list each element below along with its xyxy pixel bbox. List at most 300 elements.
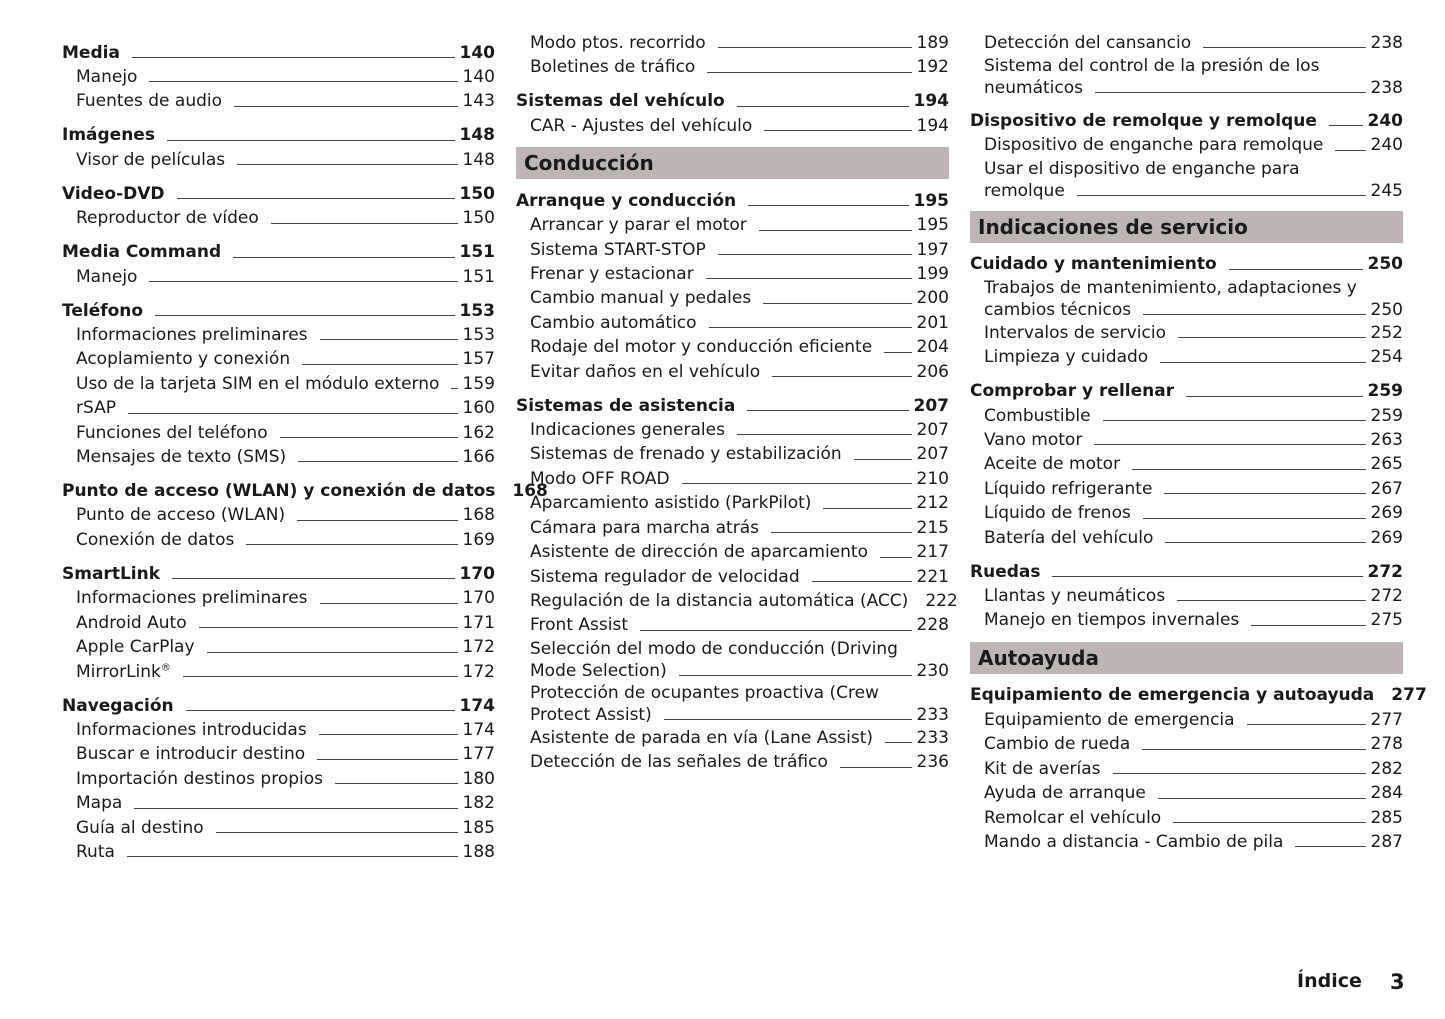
leader-line bbox=[237, 164, 457, 165]
toc-entry[interactable] bbox=[62, 148, 495, 172]
toc-row[interactable] bbox=[62, 562, 495, 586]
toc-row[interactable] bbox=[516, 491, 949, 515]
toc-entry-title bbox=[62, 445, 286, 469]
leader-line bbox=[246, 544, 457, 545]
toc-row[interactable] bbox=[970, 608, 1403, 632]
toc-entry[interactable] bbox=[516, 589, 958, 613]
toc-heading-entry[interactable] bbox=[62, 694, 495, 718]
toc-entry-title-text: Sistema START-STOP bbox=[530, 239, 706, 260]
toc-row[interactable] bbox=[970, 830, 1403, 854]
toc-page-number: 194 bbox=[916, 115, 949, 136]
toc-page-number: 143 bbox=[462, 91, 495, 112]
toc-page-number: 148 bbox=[462, 149, 495, 170]
toc-entry-title bbox=[62, 41, 120, 65]
toc-row[interactable] bbox=[970, 299, 1403, 321]
leader-line bbox=[737, 434, 912, 435]
toc-row[interactable] bbox=[62, 265, 495, 289]
toc-entry[interactable] bbox=[970, 428, 1403, 452]
toc-heading-entry[interactable] bbox=[970, 109, 1403, 133]
toc-entry[interactable] bbox=[62, 528, 495, 552]
toc-row[interactable] bbox=[516, 726, 949, 750]
toc-row[interactable] bbox=[62, 445, 495, 469]
toc-entry[interactable] bbox=[62, 89, 495, 113]
toc-row[interactable] bbox=[62, 240, 495, 264]
toc-entry-title-line2: cambios técnicos bbox=[984, 299, 1132, 320]
toc-row[interactable] bbox=[516, 114, 949, 138]
toc-row[interactable] bbox=[970, 404, 1403, 428]
toc-page-number: 153 bbox=[459, 300, 495, 321]
toc-entry-title bbox=[62, 767, 323, 791]
toc-page-number: 236 bbox=[916, 752, 949, 773]
leader-line bbox=[1132, 469, 1365, 470]
toc-entry-title bbox=[62, 148, 225, 172]
toc-row[interactable] bbox=[62, 299, 495, 323]
toc-entry-title-text: Imágenes bbox=[62, 125, 155, 146]
toc-entry[interactable] bbox=[970, 806, 1403, 830]
toc-entry[interactable] bbox=[970, 526, 1403, 550]
toc-heading-entry[interactable] bbox=[516, 89, 949, 113]
toc-row[interactable] bbox=[516, 31, 949, 55]
leader-line bbox=[1158, 798, 1366, 799]
leader-line bbox=[127, 856, 458, 857]
toc-entry[interactable] bbox=[970, 501, 1403, 525]
leader-line bbox=[149, 281, 457, 282]
toc-row[interactable] bbox=[62, 503, 495, 527]
toc-entry-title bbox=[970, 501, 1131, 525]
leader-line bbox=[709, 327, 912, 328]
leader-line bbox=[199, 627, 458, 628]
toc-row[interactable] bbox=[970, 452, 1403, 476]
toc-page-number: 277 bbox=[1391, 685, 1427, 706]
toc-row[interactable] bbox=[516, 750, 949, 774]
toc-page-number: 182 bbox=[462, 793, 495, 814]
toc-entry[interactable] bbox=[970, 158, 1403, 202]
toc-entry-title-text: Visor de películas bbox=[76, 149, 226, 170]
leader-line bbox=[302, 364, 457, 365]
leader-line bbox=[763, 303, 911, 304]
leader-line bbox=[1143, 314, 1365, 315]
leader-line bbox=[1329, 125, 1363, 126]
toc-heading-entry[interactable] bbox=[516, 189, 949, 213]
leader-line bbox=[880, 557, 912, 558]
toc-entry[interactable] bbox=[516, 311, 949, 335]
toc-entry-title bbox=[516, 114, 752, 138]
toc-entry[interactable] bbox=[62, 816, 495, 840]
toc-row[interactable] bbox=[516, 89, 949, 113]
toc-row[interactable] bbox=[970, 321, 1403, 345]
toc-row[interactable] bbox=[62, 89, 495, 113]
toc-row[interactable] bbox=[62, 372, 495, 396]
toc-entry-title bbox=[62, 718, 307, 742]
toc-row[interactable] bbox=[970, 584, 1403, 608]
toc-row[interactable] bbox=[970, 345, 1403, 369]
toc-entry[interactable] bbox=[516, 262, 949, 286]
toc-entry[interactable] bbox=[62, 65, 495, 89]
leader-line bbox=[128, 413, 458, 414]
toc-page-number: 215 bbox=[916, 517, 949, 538]
toc-page-number: 195 bbox=[913, 190, 949, 211]
toc-entry[interactable] bbox=[516, 638, 949, 682]
toc-entry-title-text: Asistente de dirección de aparcamiento bbox=[530, 542, 868, 563]
toc-row[interactable] bbox=[62, 694, 495, 718]
toc-entry-title-text: SmartLink bbox=[62, 563, 161, 584]
toc-row[interactable] bbox=[62, 123, 495, 147]
leader-line bbox=[812, 581, 912, 582]
toc-entry-title bbox=[970, 321, 1166, 345]
toc-entry-title bbox=[970, 452, 1120, 476]
toc-row[interactable] bbox=[970, 477, 1403, 501]
toc-column-2 bbox=[516, 31, 958, 775]
toc-page-number: 282 bbox=[1370, 758, 1403, 779]
toc-page-number: 287 bbox=[1370, 831, 1403, 852]
toc-entry-title-text: Mapa bbox=[76, 793, 123, 814]
toc-row[interactable] bbox=[970, 757, 1403, 781]
toc-row[interactable] bbox=[970, 252, 1403, 276]
toc-row[interactable] bbox=[516, 213, 949, 237]
toc-row[interactable] bbox=[970, 732, 1403, 756]
toc-row[interactable] bbox=[62, 840, 495, 864]
toc-entry-title bbox=[516, 394, 735, 418]
toc-entry-title-text: Remolcar el vehículo bbox=[984, 807, 1162, 828]
toc-entry[interactable] bbox=[62, 396, 495, 420]
toc-row[interactable] bbox=[516, 238, 949, 262]
toc-entry-title-text: Indicaciones generales bbox=[530, 420, 725, 441]
toc-row[interactable] bbox=[62, 347, 495, 371]
toc-entry[interactable] bbox=[516, 491, 949, 515]
toc-page-number: 245 bbox=[1370, 180, 1403, 201]
toc-page-number: 197 bbox=[916, 239, 949, 260]
toc-entry[interactable] bbox=[516, 286, 949, 310]
toc-entry-title-text: Conexión de datos bbox=[76, 529, 235, 550]
toc-row[interactable] bbox=[970, 31, 1403, 55]
toc-entry-title bbox=[970, 708, 1235, 732]
toc-page-number: 170 bbox=[459, 563, 495, 584]
toc-page-number: 207 bbox=[916, 444, 949, 465]
toc-entry-title-text: Mando a distancia - Cambio de pila bbox=[984, 831, 1284, 852]
toc-entry[interactable] bbox=[62, 791, 495, 815]
toc-page-number: 140 bbox=[462, 67, 495, 87]
toc-row[interactable] bbox=[62, 206, 495, 230]
toc-entry[interactable] bbox=[970, 55, 1403, 99]
toc-row[interactable] bbox=[62, 528, 495, 552]
toc-row[interactable] bbox=[62, 635, 495, 659]
toc-row[interactable] bbox=[516, 189, 949, 213]
toc-entry[interactable] bbox=[970, 452, 1403, 476]
toc-entry[interactable] bbox=[970, 732, 1403, 756]
toc-row[interactable] bbox=[970, 708, 1403, 732]
toc-entry-title bbox=[62, 347, 290, 371]
leader-line bbox=[335, 783, 458, 784]
toc-entry[interactable] bbox=[516, 726, 949, 750]
toc-row[interactable] bbox=[970, 781, 1403, 805]
toc-page-number: 269 bbox=[1370, 503, 1403, 524]
toc-entry[interactable] bbox=[516, 360, 949, 384]
toc-entry-title bbox=[970, 109, 1317, 133]
toc-entry[interactable] bbox=[516, 613, 949, 637]
toc-page-number: 168 bbox=[512, 481, 548, 502]
toc-entry[interactable] bbox=[516, 418, 949, 442]
toc-entry-title-text: Boletines de tráfico bbox=[530, 57, 696, 78]
leader-line bbox=[177, 198, 455, 199]
toc-row[interactable] bbox=[516, 335, 949, 359]
leader-line bbox=[234, 106, 458, 107]
toc-entry[interactable] bbox=[970, 404, 1403, 428]
toc-entry[interactable] bbox=[970, 133, 1403, 157]
leader-line bbox=[1173, 822, 1365, 823]
leader-line bbox=[1160, 362, 1365, 363]
toc-entry[interactable] bbox=[516, 335, 949, 359]
toc-row[interactable] bbox=[516, 516, 949, 540]
toc-entry[interactable] bbox=[62, 586, 495, 610]
toc-entry[interactable] bbox=[970, 708, 1403, 732]
leader-line bbox=[1164, 493, 1365, 494]
toc-entry-title bbox=[970, 781, 1146, 805]
toc-entry[interactable] bbox=[970, 608, 1403, 632]
toc-heading-entry[interactable] bbox=[970, 252, 1403, 276]
toc-page-number: 263 bbox=[1370, 430, 1403, 451]
toc-row[interactable] bbox=[62, 660, 495, 684]
toc-row[interactable] bbox=[970, 77, 1403, 99]
toc-row[interactable] bbox=[970, 133, 1403, 157]
toc-entry[interactable] bbox=[970, 830, 1403, 854]
toc-entry[interactable] bbox=[62, 347, 495, 371]
leader-line bbox=[885, 742, 912, 743]
toc-entry[interactable] bbox=[62, 767, 495, 791]
toc-heading-entry[interactable] bbox=[516, 394, 949, 418]
leader-line bbox=[1143, 518, 1366, 519]
toc-heading-entry[interactable] bbox=[970, 379, 1403, 403]
toc-row[interactable] bbox=[62, 742, 495, 766]
toc-entry[interactable] bbox=[970, 345, 1403, 369]
toc-page-number: 222 bbox=[925, 590, 958, 611]
toc-entry-title-text: Limpieza y cuidado bbox=[984, 347, 1149, 368]
toc-entry-title-text: Aceite de motor bbox=[984, 454, 1121, 475]
toc-entry[interactable] bbox=[516, 55, 949, 79]
toc-row[interactable] bbox=[516, 442, 949, 466]
toc-entry-title-text: Sistemas de frenado y estabilización bbox=[530, 444, 842, 465]
toc-row[interactable] bbox=[970, 180, 1403, 202]
toc-page-number: 185 bbox=[462, 817, 495, 838]
toc-entry-title bbox=[62, 479, 495, 503]
toc-entry-title-text: Informaciones introducidas bbox=[76, 719, 307, 740]
toc-entry-title bbox=[62, 791, 122, 815]
toc-page-number: 174 bbox=[459, 695, 495, 716]
toc-entry-title bbox=[516, 750, 828, 774]
toc-row[interactable] bbox=[62, 767, 495, 791]
toc-entry-title-text: Cambio de rueda bbox=[984, 734, 1131, 755]
toc-page-number: 250 bbox=[1367, 254, 1403, 275]
toc-entry[interactable] bbox=[62, 503, 495, 527]
toc-entry-title-line2: remolque bbox=[984, 180, 1065, 201]
leader-line bbox=[706, 278, 912, 279]
toc-entry-title bbox=[970, 757, 1101, 781]
toc-entry[interactable] bbox=[62, 323, 495, 347]
toc-row[interactable] bbox=[62, 816, 495, 840]
toc-entry-title-text: Vano motor bbox=[984, 430, 1083, 451]
toc-entry[interactable] bbox=[516, 467, 949, 491]
toc-page-number: 238 bbox=[1370, 78, 1403, 99]
leader-line bbox=[1251, 625, 1365, 626]
leader-line bbox=[1077, 195, 1366, 196]
toc-row[interactable] bbox=[516, 467, 949, 491]
toc-row[interactable] bbox=[970, 560, 1403, 584]
toc-row[interactable] bbox=[516, 418, 949, 442]
toc-entry-title bbox=[970, 806, 1161, 830]
leader-line bbox=[718, 254, 912, 255]
toc-entry-title-text: Navegación bbox=[62, 695, 174, 716]
toc-heading-entry[interactable] bbox=[62, 299, 495, 323]
toc-row[interactable] bbox=[62, 323, 495, 347]
toc-entry-title-text: Rodaje del motor y conducción eficiente bbox=[530, 337, 873, 358]
toc-entry[interactable] bbox=[62, 635, 495, 659]
toc-row[interactable] bbox=[62, 479, 548, 503]
toc-row[interactable] bbox=[516, 55, 949, 79]
toc-entry-title bbox=[516, 238, 706, 262]
toc-row[interactable] bbox=[62, 41, 495, 65]
toc-entry-title bbox=[970, 477, 1152, 501]
toc-row[interactable] bbox=[516, 311, 949, 335]
toc-entry-title bbox=[516, 540, 868, 564]
leader-line bbox=[707, 72, 911, 73]
toc-entry-title bbox=[516, 442, 842, 466]
toc-row[interactable] bbox=[62, 148, 495, 172]
toc-entry[interactable] bbox=[516, 114, 949, 138]
toc-row[interactable] bbox=[62, 611, 495, 635]
toc-heading-entry[interactable] bbox=[62, 479, 548, 503]
toc-row[interactable] bbox=[62, 65, 495, 89]
toc-entry-title-text: Manejo bbox=[76, 67, 138, 87]
toc-row[interactable] bbox=[970, 806, 1403, 830]
toc-entry-title-text: Aparcamiento asistido (ParkPilot) bbox=[530, 493, 812, 514]
toc-entry-title bbox=[62, 206, 259, 230]
toc-row[interactable] bbox=[970, 526, 1403, 550]
toc-row[interactable] bbox=[62, 718, 495, 742]
toc-row[interactable] bbox=[62, 182, 495, 206]
toc-row[interactable] bbox=[516, 360, 949, 384]
toc-row[interactable] bbox=[62, 396, 495, 420]
toc-row[interactable] bbox=[516, 589, 958, 613]
leader-line bbox=[747, 410, 908, 411]
toc-row[interactable] bbox=[516, 394, 949, 418]
toc-entry[interactable] bbox=[970, 781, 1403, 805]
toc-row[interactable] bbox=[970, 428, 1403, 452]
toc-entry-title bbox=[970, 31, 1191, 55]
leader-line bbox=[298, 461, 457, 462]
toc-page-number: 170 bbox=[462, 588, 495, 609]
toc-row[interactable] bbox=[62, 791, 495, 815]
toc-entry-title bbox=[62, 742, 305, 766]
toc-row[interactable] bbox=[62, 586, 495, 610]
toc-entry[interactable] bbox=[516, 442, 949, 466]
toc-row[interactable] bbox=[516, 262, 949, 286]
toc-page-number: 159 bbox=[462, 373, 495, 394]
toc-entry[interactable] bbox=[516, 682, 949, 726]
toc-heading-entry[interactable] bbox=[62, 123, 495, 147]
toc-page-number: 269 bbox=[1370, 527, 1403, 548]
toc-row[interactable] bbox=[516, 540, 949, 564]
toc-page-number: 272 bbox=[1370, 586, 1403, 607]
toc-entry[interactable] bbox=[62, 660, 495, 684]
toc-entry-title bbox=[516, 467, 670, 491]
toc-entry-title-text: Uso de la tarjeta SIM en el módulo externo bbox=[76, 373, 440, 394]
leader-line bbox=[682, 483, 912, 484]
toc-row[interactable] bbox=[970, 683, 1427, 707]
toc-row[interactable] bbox=[516, 660, 949, 682]
toc-entry[interactable] bbox=[62, 372, 495, 396]
toc-entry[interactable] bbox=[970, 277, 1403, 321]
toc-entry[interactable] bbox=[62, 840, 495, 864]
toc-row[interactable] bbox=[516, 565, 949, 589]
toc-entry-title-line2: neumáticos bbox=[984, 78, 1083, 99]
toc-entry[interactable] bbox=[970, 321, 1403, 345]
toc-heading-entry[interactable] bbox=[62, 41, 495, 65]
toc-entry-title-text: Arranque y conducción bbox=[516, 190, 737, 211]
toc-heading-entry[interactable] bbox=[62, 562, 495, 586]
toc-heading-entry[interactable] bbox=[970, 560, 1403, 584]
toc-row[interactable] bbox=[62, 421, 495, 445]
leader-line bbox=[1165, 542, 1365, 543]
toc-entry-title bbox=[62, 240, 221, 264]
toc-entry[interactable] bbox=[62, 718, 495, 742]
toc-entry[interactable] bbox=[970, 757, 1403, 781]
toc-entry[interactable] bbox=[516, 213, 949, 237]
toc-page-number: 240 bbox=[1370, 135, 1403, 156]
toc-entry-title bbox=[516, 516, 759, 540]
toc-heading-entry[interactable] bbox=[970, 683, 1427, 707]
leader-line bbox=[271, 223, 458, 224]
toc-row[interactable] bbox=[970, 109, 1403, 133]
toc-entry[interactable] bbox=[516, 540, 949, 564]
toc-entry[interactable] bbox=[516, 565, 949, 589]
toc-heading-entry[interactable] bbox=[62, 182, 495, 206]
leader-line bbox=[1247, 724, 1366, 725]
toc-entry[interactable] bbox=[62, 421, 495, 445]
toc-entry[interactable] bbox=[62, 742, 495, 766]
toc-entry[interactable] bbox=[970, 584, 1403, 608]
toc-entry-title bbox=[516, 418, 725, 442]
toc-page-number: 160 bbox=[462, 398, 495, 419]
toc-page-number: 285 bbox=[1370, 807, 1403, 828]
toc-entry-title-text: Líquido refrigerante bbox=[984, 478, 1153, 499]
toc-row[interactable] bbox=[970, 379, 1403, 403]
toc-entry[interactable] bbox=[970, 477, 1403, 501]
toc-entry-title-text: Buscar e introducir destino bbox=[76, 744, 306, 765]
toc-entry[interactable] bbox=[516, 750, 949, 774]
toc-row[interactable] bbox=[516, 286, 949, 310]
toc-entry[interactable] bbox=[62, 445, 495, 469]
toc-entry[interactable] bbox=[516, 238, 949, 262]
toc-page-number: 192 bbox=[916, 57, 949, 78]
toc-entry-title-text: Funciones del teléfono bbox=[76, 422, 268, 443]
toc-entry[interactable] bbox=[62, 265, 495, 289]
toc-page-number: 206 bbox=[916, 361, 949, 382]
toc-entry-title-line1: Usar el dispositivo de enganche para bbox=[984, 158, 1300, 179]
toc-heading-entry[interactable] bbox=[62, 240, 495, 264]
toc-entry-title-line1: Selección del modo de conducción (Driving bbox=[530, 638, 898, 659]
toc-entry[interactable] bbox=[62, 611, 495, 635]
toc-entry[interactable] bbox=[970, 31, 1403, 55]
toc-entry-title bbox=[516, 262, 694, 286]
toc-row[interactable] bbox=[970, 501, 1403, 525]
toc-entry-title-text: Asistente de parada en vía (Lane Assist) bbox=[530, 727, 873, 748]
toc-entry[interactable] bbox=[62, 206, 495, 230]
toc-row[interactable] bbox=[516, 704, 949, 726]
toc-entry-title-text: Dispositivo de remolque y remolque bbox=[970, 111, 1317, 131]
toc-entry[interactable] bbox=[516, 31, 949, 55]
toc-row[interactable] bbox=[516, 613, 949, 637]
leader-line bbox=[840, 767, 912, 768]
toc-entry[interactable] bbox=[516, 516, 949, 540]
